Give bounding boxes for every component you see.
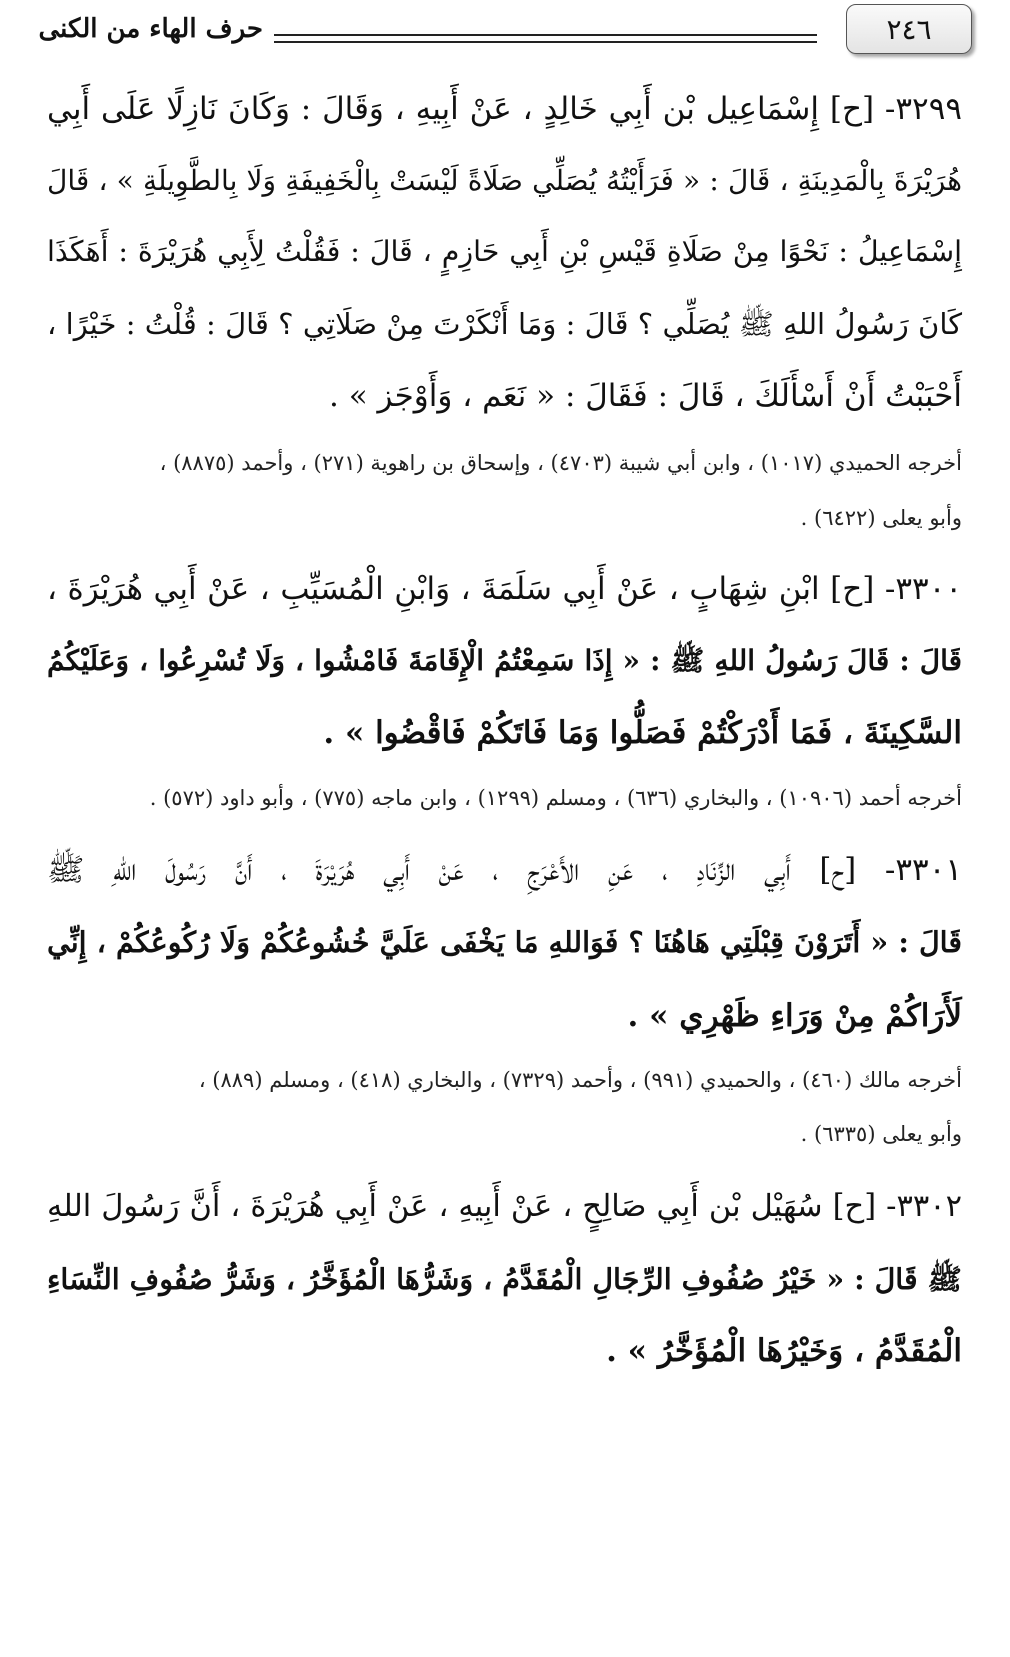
takhrij-footnote-line: وأبو يعلى (٦٣٣٥) . [800,1122,962,1146]
page-number: ٢٤٦ [846,4,972,54]
header-rule [274,34,817,36]
hadith-text-line: ٣٣٠١- [ح] أَبِي الزِّنَادِ ، عَنِ الأَعْرَجِ ، عَنْ أَبِي هُرَيْرَةَ ، أَنَّ رَسُولَ اللهِ ﷺ [47,852,962,888]
hadith-text-line: ٣٣٠٢- [ح] سُهَيْل بْن أَبِي صَالِحٍ ، عَنْ أَبِيهِ ، عَنْ أَبِي هُرَيْرَةَ ، أَنَّ رَسُولَ اللهِ [47,1189,962,1224]
hadith-text-line: ﷺ قَالَ : « خَيْرُ صُفُوفِ الرِّجَالِ الْمُقَدَّمُ ، وَشَرُّهَا الْمُؤَخَّرُ ، وَشَرُّ صُفُوفِ النِّسَاءِ [47,1262,962,1296]
hadith-text-line: إِسْمَاعِيلُ : نَحْوًا مِنْ صَلَاةِ قَيْسِ بْنِ أَبِي حَازِمٍ ، قَالَ : فَقُلْتُ لِأَبِي هُرَيْرَةَ : أَهَكَذَا [47,235,962,268]
header-rule [274,41,817,43]
running-title: حرف الهاء من الكنى [38,14,263,44]
takhrij-footnote-line: أخرجه أحمد (١٠٩٠٦) ، والبخاري (٦٣٦) ، ومسلم (١٢٩٩) ، وابن ماجه (٧٧٥) ، وأبو داود (٥٧٢) . [149,786,962,810]
page-header [0,0,1010,70]
hadith-text-line: أَحْبَبْتُ أَنْ أَسْأَلَكَ ، قَالَ : فَقَالَ : « نَعَم ، وَأَوْجَز » . [329,378,962,414]
hadith-text-line: قَالَ : قَالَ رَسُولُ اللهِ ﷺ : « إِذَا سَمِعْتُمُ الْإِقَامَةَ فَامْشُوا ، وَلَا تُسْرِعُوا ، وَعَلَيْكُمُ [47,644,962,677]
hadith-text-line: كَانَ رَسُولُ اللهِ ﷺ يُصَلِّي ؟ قَالَ : وَمَا أَنْكَرْتَ مِنْ صَلَاتِي ؟ قَالَ : قُلْتُ : خَيْرًا ، [47,307,962,341]
hadith-text-line: هُرَيْرَةَ بِالْمَدِينَةِ ، قَالَ : « فَرَأَيْتُهُ يُصَلِّي صَلَاةً لَيْسَتْ بِالْخَفِيفَةِ وَلَا بِالطَّوِيلَةِ » ، قَالَ [47,164,962,197]
hadith-text-line: الْمُقَدَّمُ ، وَخَيْرُهَا الْمُؤَخَّرُ » . [606,1333,962,1369]
takhrij-footnote-line: أخرجه مالك (٤٦٠) ، والحميدي (٩٩١) ، وأحمد (٧٣٢٩) ، والبخاري (٤١٨) ، ومسلم (٨٨٩) ، [198,1068,962,1092]
hadith-text-line: السَّكِينَةَ ، فَمَا أَدْرَكْتُمْ فَصَلُّوا وَمَا فَاتَكُمْ فَاقْضُوا » . [323,715,962,751]
hadith-text-line: قَالَ : « أَتَرَوْنَ قِبْلَتِي هَاهُنَا ؟ فَوَاللهِ مَا يَخْفَى عَلَيَّ خُشُوعُكُمْ وَلَا رُكُوعُكُمْ ، إِنِّي [47,925,962,959]
takhrij-footnote-line: وأبو يعلى (٦٤٢٢) . [800,506,962,530]
hadith-text-line: لَأَرَاكُمْ مِنْ وَرَاءِ ظَهْرِي » . [627,998,962,1034]
takhrij-footnote-line: أخرجه الحميدي (١٠١٧) ، وابن أبي شيبة (٤٧٠٣) ، وإسحاق بن راهوية (٢٧١) ، وأحمد (٨٨٧٥) ، [159,451,962,475]
hadith-text-line: ٣٣٠٠- [ح] ابْنِ شِهَابٍ ، عَنْ أَبِي سَلَمَةَ ، وَابْنِ الْمُسَيِّبِ ، عَنْ أَبِي هُرَيْرَةَ ، [47,571,962,607]
hadith-text-line: ٣٢٩٩- [ح] إِسْمَاعِيل بْن أَبِي خَالِدٍ ، عَنْ أَبِيهِ ، وَقَالَ : وَكَانَ نَازِلًا عَلَى أَبِي [47,91,962,127]
